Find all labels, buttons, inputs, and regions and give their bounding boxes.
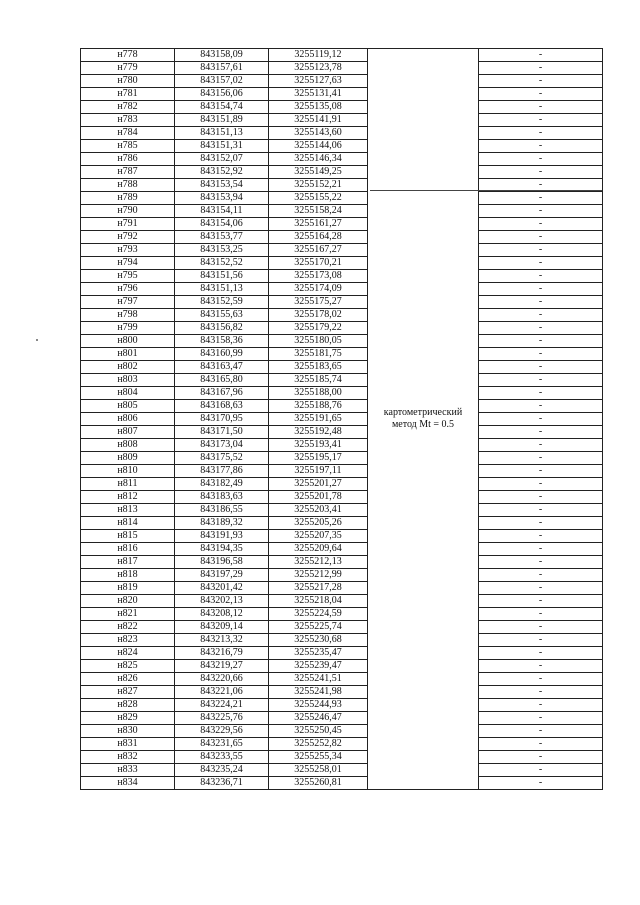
table-row <box>81 634 603 647</box>
y-coordinate-cell: 3255183,65 <box>269 361 368 374</box>
table-row <box>81 465 603 478</box>
table-row <box>81 647 603 660</box>
y-coordinate-cell: 3255191,65 <box>269 413 368 426</box>
table-row <box>81 192 603 205</box>
y-coordinate-cell: 3255123,78 <box>269 62 368 75</box>
height-cell: - <box>479 322 603 335</box>
method-label: картометрический <box>383 407 463 418</box>
y-coordinate-cell: 3255170,21 <box>269 257 368 270</box>
table-row <box>81 218 603 231</box>
point-id-cell: н821 <box>81 608 175 621</box>
y-coordinate-cell: 3255161,27 <box>269 218 368 231</box>
x-coordinate-cell: 843170,95 <box>175 413 269 426</box>
y-coordinate-cell: 3255131,41 <box>269 88 368 101</box>
point-id-cell: н808 <box>81 439 175 452</box>
y-coordinate-cell: 3255167,27 <box>269 244 368 257</box>
x-coordinate-cell: 843209,14 <box>175 621 269 634</box>
table-row <box>81 153 603 166</box>
y-coordinate-cell: 3255174,09 <box>269 283 368 296</box>
table-row <box>81 530 603 543</box>
point-id-cell: н814 <box>81 517 175 530</box>
x-coordinate-cell: 843224,21 <box>175 699 269 712</box>
height-cell: - <box>479 673 603 686</box>
height-cell: - <box>479 62 603 75</box>
point-id-cell: н834 <box>81 777 175 790</box>
coordinates-table-body <box>81 49 603 790</box>
x-coordinate-cell: 843156,06 <box>175 88 269 101</box>
point-id-cell: н832 <box>81 751 175 764</box>
table-row <box>81 231 603 244</box>
point-id-cell: н816 <box>81 543 175 556</box>
table-row <box>81 595 603 608</box>
table-row <box>81 725 603 738</box>
point-id-cell: н818 <box>81 569 175 582</box>
height-cell: - <box>479 257 603 270</box>
x-coordinate-cell: 843182,49 <box>175 478 269 491</box>
height-cell: - <box>479 49 603 62</box>
table-row <box>81 543 603 556</box>
height-cell: - <box>479 387 603 400</box>
y-coordinate-cell: 3255152,21 <box>269 179 368 192</box>
method-accuracy: метод Mt = 0.5 <box>391 419 455 430</box>
height-cell: - <box>479 647 603 660</box>
point-id-cell: н796 <box>81 283 175 296</box>
y-coordinate-cell: 3255164,28 <box>269 231 368 244</box>
y-coordinate-cell: 3255241,98 <box>269 686 368 699</box>
y-coordinate-cell: 3255252,82 <box>269 738 368 751</box>
point-id-cell: н790 <box>81 205 175 218</box>
height-cell: - <box>479 608 603 621</box>
point-id-cell: н806 <box>81 413 175 426</box>
table-row <box>81 387 603 400</box>
height-cell: - <box>479 140 603 153</box>
y-coordinate-cell: 3255207,35 <box>269 530 368 543</box>
y-coordinate-cell: 3255192,48 <box>269 426 368 439</box>
table-row <box>81 517 603 530</box>
height-cell: - <box>479 764 603 777</box>
y-coordinate-cell: 3255188,76 <box>269 400 368 413</box>
y-coordinate-cell: 3255205,26 <box>269 517 368 530</box>
y-coordinate-cell: 3255193,41 <box>269 439 368 452</box>
table-row <box>81 777 603 790</box>
height-cell: - <box>479 218 603 231</box>
point-id-cell: н817 <box>81 556 175 569</box>
horizontal-rule <box>370 190 602 191</box>
table-row <box>81 348 603 361</box>
table-row <box>81 309 603 322</box>
point-id-cell: н785 <box>81 140 175 153</box>
x-coordinate-cell: 843213,32 <box>175 634 269 647</box>
table-row <box>81 738 603 751</box>
x-coordinate-cell: 843201,42 <box>175 582 269 595</box>
table-row <box>81 127 603 140</box>
y-coordinate-cell: 3255260,81 <box>269 777 368 790</box>
x-coordinate-cell: 843151,13 <box>175 127 269 140</box>
table-row <box>81 556 603 569</box>
height-cell: - <box>479 738 603 751</box>
point-id-cell: н783 <box>81 114 175 127</box>
table-row <box>81 361 603 374</box>
x-coordinate-cell: 843153,25 <box>175 244 269 257</box>
y-coordinate-cell: 3255250,45 <box>269 725 368 738</box>
x-coordinate-cell: 843151,56 <box>175 270 269 283</box>
point-id-cell: н824 <box>81 647 175 660</box>
table-row <box>81 751 603 764</box>
point-id-cell: н800 <box>81 335 175 348</box>
height-cell: - <box>479 231 603 244</box>
x-coordinate-cell: 843220,66 <box>175 673 269 686</box>
x-coordinate-cell: 843175,52 <box>175 452 269 465</box>
x-coordinate-cell: 843158,09 <box>175 49 269 62</box>
y-coordinate-cell: 3255185,74 <box>269 374 368 387</box>
x-coordinate-cell: 843153,94 <box>175 192 269 205</box>
height-cell: - <box>479 504 603 517</box>
y-coordinate-cell: 3255203,41 <box>269 504 368 517</box>
point-id-cell: н791 <box>81 218 175 231</box>
x-coordinate-cell: 843197,29 <box>175 569 269 582</box>
table-row <box>81 140 603 153</box>
table-row <box>81 88 603 101</box>
y-coordinate-cell: 3255119,12 <box>269 49 368 62</box>
height-cell: - <box>479 517 603 530</box>
y-coordinate-cell: 3255201,78 <box>269 491 368 504</box>
point-id-cell: н829 <box>81 712 175 725</box>
x-coordinate-cell: 843171,50 <box>175 426 269 439</box>
height-cell: - <box>479 712 603 725</box>
point-id-cell: н819 <box>81 582 175 595</box>
x-coordinate-cell: 843157,61 <box>175 62 269 75</box>
y-coordinate-cell: 3255175,27 <box>269 296 368 309</box>
table-row <box>81 452 603 465</box>
x-coordinate-cell: 843163,47 <box>175 361 269 374</box>
x-coordinate-cell: 843235,24 <box>175 764 269 777</box>
y-coordinate-cell: 3255201,27 <box>269 478 368 491</box>
x-coordinate-cell: 843208,12 <box>175 608 269 621</box>
height-cell: - <box>479 205 603 218</box>
point-id-cell: н823 <box>81 634 175 647</box>
table-row <box>81 335 603 348</box>
height-cell: - <box>479 348 603 361</box>
x-coordinate-cell: 843236,71 <box>175 777 269 790</box>
x-coordinate-cell: 843168,63 <box>175 400 269 413</box>
point-id-cell: н789 <box>81 192 175 205</box>
height-cell: - <box>479 127 603 140</box>
y-coordinate-cell: 3255180,05 <box>269 335 368 348</box>
height-cell: - <box>479 270 603 283</box>
point-id-cell: н809 <box>81 452 175 465</box>
table-row <box>81 491 603 504</box>
point-id-cell: н828 <box>81 699 175 712</box>
y-coordinate-cell: 3255246,47 <box>269 712 368 725</box>
y-coordinate-cell: 3255173,08 <box>269 270 368 283</box>
table-row <box>81 764 603 777</box>
x-coordinate-cell: 843151,31 <box>175 140 269 153</box>
table-row <box>81 504 603 517</box>
x-coordinate-cell: 843225,76 <box>175 712 269 725</box>
x-coordinate-cell: 843233,55 <box>175 751 269 764</box>
point-id-cell: н781 <box>81 88 175 101</box>
x-coordinate-cell: 843153,77 <box>175 231 269 244</box>
x-coordinate-cell: 843157,02 <box>175 75 269 88</box>
table-row <box>81 426 603 439</box>
y-coordinate-cell: 3255225,74 <box>269 621 368 634</box>
y-coordinate-cell: 3255235,47 <box>269 647 368 660</box>
point-id-cell: н792 <box>81 231 175 244</box>
height-cell: - <box>479 660 603 673</box>
table-row <box>81 244 603 257</box>
x-coordinate-cell: 843155,63 <box>175 309 269 322</box>
y-coordinate-cell: 3255241,51 <box>269 673 368 686</box>
point-id-cell: н803 <box>81 374 175 387</box>
table-row <box>81 75 603 88</box>
x-coordinate-cell: 843153,54 <box>175 179 269 192</box>
height-cell: - <box>479 88 603 101</box>
table-row <box>81 413 603 426</box>
x-coordinate-cell: 843156,82 <box>175 322 269 335</box>
y-coordinate-cell: 3255258,01 <box>269 764 368 777</box>
y-coordinate-cell: 3255179,22 <box>269 322 368 335</box>
table-row <box>81 569 603 582</box>
y-coordinate-cell: 3255239,47 <box>269 660 368 673</box>
y-coordinate-cell: 3255127,63 <box>269 75 368 88</box>
y-coordinate-cell: 3255224,59 <box>269 608 368 621</box>
y-coordinate-cell: 3255144,06 <box>269 140 368 153</box>
x-coordinate-cell: 843154,74 <box>175 101 269 114</box>
height-cell: - <box>479 374 603 387</box>
height-cell: - <box>479 335 603 348</box>
point-id-cell: н825 <box>81 660 175 673</box>
height-cell: - <box>479 179 603 192</box>
height-cell: - <box>479 361 603 374</box>
y-coordinate-cell: 3255197,11 <box>269 465 368 478</box>
point-id-cell: н798 <box>81 309 175 322</box>
height-cell: - <box>479 621 603 634</box>
x-coordinate-cell: 843231,65 <box>175 738 269 751</box>
x-coordinate-cell: 843229,56 <box>175 725 269 738</box>
height-cell: - <box>479 582 603 595</box>
height-cell: - <box>479 192 603 205</box>
table-row <box>81 699 603 712</box>
height-cell: - <box>479 296 603 309</box>
height-cell: - <box>479 283 603 296</box>
height-cell: - <box>479 426 603 439</box>
x-coordinate-cell: 843189,32 <box>175 517 269 530</box>
height-cell: - <box>479 686 603 699</box>
y-coordinate-cell: 3255209,64 <box>269 543 368 556</box>
x-coordinate-cell: 843221,06 <box>175 686 269 699</box>
x-coordinate-cell: 843154,06 <box>175 218 269 231</box>
table-row <box>81 374 603 387</box>
point-id-cell: н804 <box>81 387 175 400</box>
y-coordinate-cell: 3255244,93 <box>269 699 368 712</box>
point-id-cell: н811 <box>81 478 175 491</box>
height-cell: - <box>479 699 603 712</box>
point-id-cell: н833 <box>81 764 175 777</box>
y-coordinate-cell: 3255212,99 <box>269 569 368 582</box>
y-coordinate-cell: 3255188,00 <box>269 387 368 400</box>
table-row <box>81 114 603 127</box>
table-row <box>81 582 603 595</box>
y-coordinate-cell: 3255255,34 <box>269 751 368 764</box>
point-id-cell: н815 <box>81 530 175 543</box>
table-row <box>81 660 603 673</box>
y-coordinate-cell: 3255135,08 <box>269 101 368 114</box>
table-row <box>81 283 603 296</box>
point-id-cell: н801 <box>81 348 175 361</box>
y-coordinate-cell: 3255178,02 <box>269 309 368 322</box>
table-row <box>81 400 603 413</box>
point-id-cell: н822 <box>81 621 175 634</box>
y-coordinate-cell: 3255143,60 <box>269 127 368 140</box>
point-id-cell: н830 <box>81 725 175 738</box>
method-cell <box>368 49 479 790</box>
point-id-cell: н813 <box>81 504 175 517</box>
y-coordinate-cell: 3255141,91 <box>269 114 368 127</box>
x-coordinate-cell: 843160,99 <box>175 348 269 361</box>
point-id-cell: н788 <box>81 179 175 192</box>
table-row <box>81 621 603 634</box>
x-coordinate-cell: 843191,93 <box>175 530 269 543</box>
x-coordinate-cell: 843186,55 <box>175 504 269 517</box>
y-coordinate-cell: 3255158,24 <box>269 205 368 218</box>
table-row <box>81 270 603 283</box>
height-cell: - <box>479 465 603 478</box>
height-cell: - <box>479 595 603 608</box>
table-row <box>81 686 603 699</box>
point-id-cell: н812 <box>81 491 175 504</box>
scan-speck <box>36 339 38 341</box>
y-coordinate-cell: 3255155,22 <box>269 192 368 205</box>
height-cell: - <box>479 751 603 764</box>
point-id-cell: н782 <box>81 101 175 114</box>
point-id-cell: н797 <box>81 296 175 309</box>
x-coordinate-cell: 843167,96 <box>175 387 269 400</box>
height-cell: - <box>479 777 603 790</box>
height-cell: - <box>479 400 603 413</box>
table-row <box>81 608 603 621</box>
x-coordinate-cell: 843183,63 <box>175 491 269 504</box>
point-id-cell: н826 <box>81 673 175 686</box>
table-row <box>81 296 603 309</box>
height-cell: - <box>479 452 603 465</box>
point-id-cell: н780 <box>81 75 175 88</box>
height-cell: - <box>479 244 603 257</box>
point-id-cell: н807 <box>81 426 175 439</box>
height-cell: - <box>479 413 603 426</box>
point-id-cell: н827 <box>81 686 175 699</box>
y-coordinate-cell: 3255212,13 <box>269 556 368 569</box>
x-coordinate-cell: 843152,07 <box>175 153 269 166</box>
height-cell: - <box>479 114 603 127</box>
point-id-cell: н820 <box>81 595 175 608</box>
height-cell: - <box>479 725 603 738</box>
x-coordinate-cell: 843196,58 <box>175 556 269 569</box>
y-coordinate-cell: 3255230,68 <box>269 634 368 647</box>
height-cell: - <box>479 166 603 179</box>
table-row <box>81 712 603 725</box>
table-row <box>81 205 603 218</box>
y-coordinate-cell: 3255146,34 <box>269 153 368 166</box>
x-coordinate-cell: 843151,13 <box>175 283 269 296</box>
x-coordinate-cell: 843152,52 <box>175 257 269 270</box>
y-coordinate-cell: 3255217,28 <box>269 582 368 595</box>
x-coordinate-cell: 843158,36 <box>175 335 269 348</box>
point-id-cell: н786 <box>81 153 175 166</box>
height-cell: - <box>479 491 603 504</box>
point-id-cell: н799 <box>81 322 175 335</box>
point-id-cell: н784 <box>81 127 175 140</box>
x-coordinate-cell: 843165,80 <box>175 374 269 387</box>
point-id-cell: н787 <box>81 166 175 179</box>
x-coordinate-cell: 843173,04 <box>175 439 269 452</box>
point-id-cell: н805 <box>81 400 175 413</box>
point-id-cell: н779 <box>81 62 175 75</box>
height-cell: - <box>479 556 603 569</box>
table-row <box>81 322 603 335</box>
height-cell: - <box>479 530 603 543</box>
x-coordinate-cell: 843219,27 <box>175 660 269 673</box>
height-cell: - <box>479 543 603 556</box>
x-coordinate-cell: 843177,86 <box>175 465 269 478</box>
point-id-cell: н793 <box>81 244 175 257</box>
point-id-cell: н795 <box>81 270 175 283</box>
table-row <box>81 673 603 686</box>
table-row <box>81 166 603 179</box>
point-id-cell: н794 <box>81 257 175 270</box>
point-id-cell: н831 <box>81 738 175 751</box>
y-coordinate-cell: 3255181,75 <box>269 348 368 361</box>
height-cell: - <box>479 309 603 322</box>
table-row <box>81 257 603 270</box>
point-id-cell: н778 <box>81 49 175 62</box>
height-cell: - <box>479 153 603 166</box>
height-cell: - <box>479 75 603 88</box>
height-cell: - <box>479 569 603 582</box>
coordinates-table <box>80 48 603 790</box>
table-row <box>81 62 603 75</box>
height-cell: - <box>479 439 603 452</box>
table-row <box>81 49 603 62</box>
x-coordinate-cell: 843152,59 <box>175 296 269 309</box>
x-coordinate-cell: 843151,89 <box>175 114 269 127</box>
table-row <box>81 101 603 114</box>
x-coordinate-cell: 843202,13 <box>175 595 269 608</box>
height-cell: - <box>479 634 603 647</box>
x-coordinate-cell: 843194,35 <box>175 543 269 556</box>
height-cell: - <box>479 101 603 114</box>
point-id-cell: н810 <box>81 465 175 478</box>
height-cell: - <box>479 478 603 491</box>
point-id-cell: н802 <box>81 361 175 374</box>
y-coordinate-cell: 3255218,04 <box>269 595 368 608</box>
y-coordinate-cell: 3255149,25 <box>269 166 368 179</box>
x-coordinate-cell: 843152,92 <box>175 166 269 179</box>
table-row <box>81 439 603 452</box>
table-row <box>81 478 603 491</box>
x-coordinate-cell: 843154,11 <box>175 205 269 218</box>
x-coordinate-cell: 843216,79 <box>175 647 269 660</box>
y-coordinate-cell: 3255195,17 <box>269 452 368 465</box>
